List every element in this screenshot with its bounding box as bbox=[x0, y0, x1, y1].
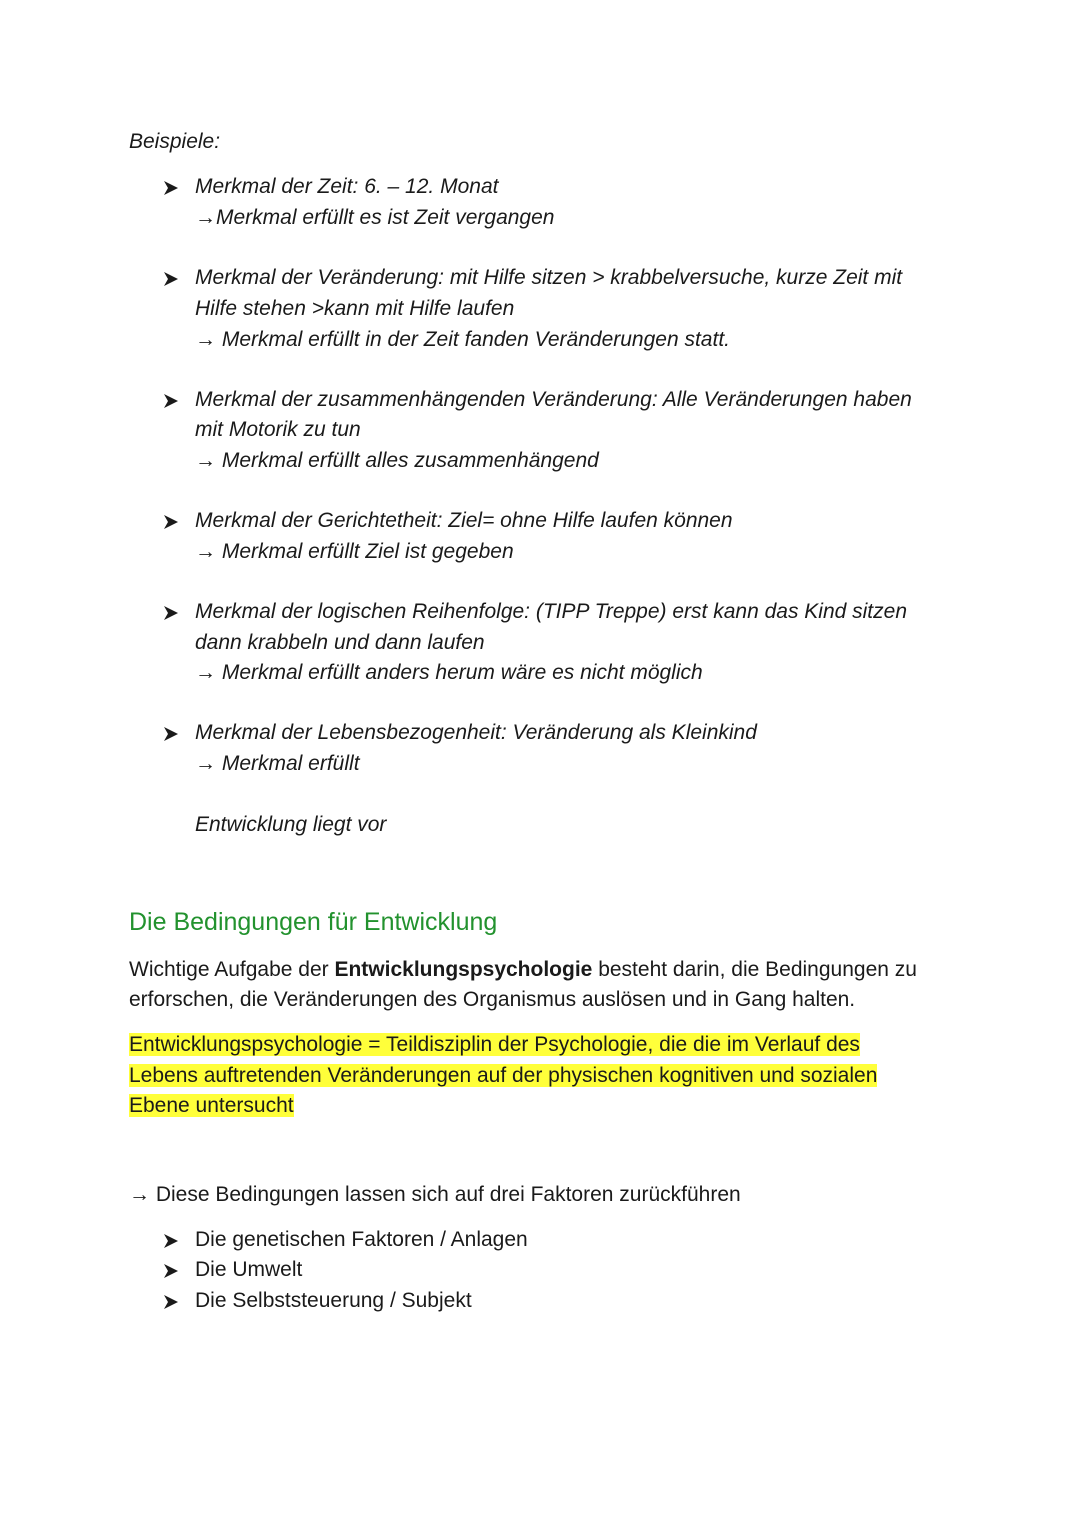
definition-highlight: Lebens auftretenden Veränderungen auf der physischen kognitiven und sozialen bbox=[129, 1064, 878, 1087]
example-2-line-1: Merkmal der Veränderung: mit Hilfe sitzen > krabbelversuche, kurze Zeit mit bbox=[195, 266, 903, 289]
example-6-line-1: Merkmal der Lebensbezogenheit: Veränderung als Kleinkind bbox=[195, 721, 757, 744]
factors-intro: → Diese Bedingungen lassen sich auf drei Faktoren zurückführen bbox=[129, 1183, 741, 1206]
intro-text-post: besteht darin, die Bedingungen zu bbox=[592, 958, 917, 981]
arrowhead-bullet-icon bbox=[161, 1231, 181, 1251]
definition-line-1 bbox=[129, 1030, 860, 1060]
definition-highlight: Ebene untersucht bbox=[129, 1094, 294, 1117]
examples-result: Entwicklung liegt vor bbox=[195, 813, 387, 836]
definition-line-3 bbox=[129, 1091, 294, 1121]
factor-item: Die Umwelt bbox=[195, 1258, 303, 1281]
example-4-line-1: Merkmal der Gerichtetheit: Ziel= ohne Hilfe laufen können bbox=[195, 509, 733, 532]
definition-line-2 bbox=[129, 1061, 877, 1091]
section-heading: Die Bedingungen für Entwicklung bbox=[129, 908, 498, 936]
arrowhead-bullet-icon bbox=[161, 269, 181, 289]
arrowhead-bullet-icon bbox=[161, 724, 181, 744]
arrowhead-bullet-icon bbox=[161, 1261, 181, 1281]
example-4-conclusion: → Merkmal erfüllt Ziel ist gegeben bbox=[195, 540, 514, 563]
arrowhead-bullet-icon bbox=[161, 391, 181, 411]
factor-item: Die genetischen Faktoren / Anlagen bbox=[195, 1228, 528, 1251]
definition-highlight: Entwicklungspsychologie = Teildisziplin der Psychologie, die die im Verlauf des bbox=[129, 1033, 860, 1056]
intro-line-1 bbox=[129, 955, 917, 985]
example-1-line-1: Merkmal der Zeit: 6. – 12. Monat bbox=[195, 175, 499, 198]
examples-label: Beispiele: bbox=[129, 130, 221, 153]
example-1-conclusion: →Merkmal erfüllt es ist Zeit vergangen bbox=[195, 206, 555, 229]
example-5-line-1: Merkmal der logischen Reihenfolge: (TIPP Treppe) erst kann das Kind sitzen bbox=[195, 600, 908, 623]
intro-text-pre: Wichtige Aufgabe der bbox=[129, 958, 335, 981]
intro-line-2: erforschen, die Veränderungen des Organismus auslösen und in Gang halten. bbox=[129, 988, 856, 1011]
example-2-conclusion: → Merkmal erfüllt in der Zeit fanden Veränderungen statt. bbox=[195, 328, 730, 351]
intro-bold-term: Entwicklungspsychologie bbox=[334, 958, 593, 981]
example-3-line-2: mit Motorik zu tun bbox=[195, 418, 361, 441]
example-3-conclusion: → Merkmal erfüllt alles zusammenhängend bbox=[195, 449, 599, 472]
arrowhead-bullet-icon bbox=[161, 1292, 181, 1312]
factor-item: Die Selbststeuerung / Subjekt bbox=[195, 1289, 472, 1312]
example-3-line-1: Merkmal der zusammenhängenden Veränderung: Alle Veränderungen haben bbox=[195, 388, 912, 411]
example-2-line-2: Hilfe stehen >kann mit Hilfe laufen bbox=[195, 297, 515, 320]
arrowhead-bullet-icon bbox=[161, 178, 181, 198]
example-6-conclusion: → Merkmal erfüllt bbox=[195, 752, 360, 775]
example-5-line-2: dann krabbeln und dann laufen bbox=[195, 631, 485, 654]
example-5-conclusion: → Merkmal erfüllt anders herum wäre es nicht möglich bbox=[195, 661, 703, 684]
arrowhead-bullet-icon bbox=[161, 603, 181, 623]
arrowhead-bullet-icon bbox=[161, 512, 181, 532]
